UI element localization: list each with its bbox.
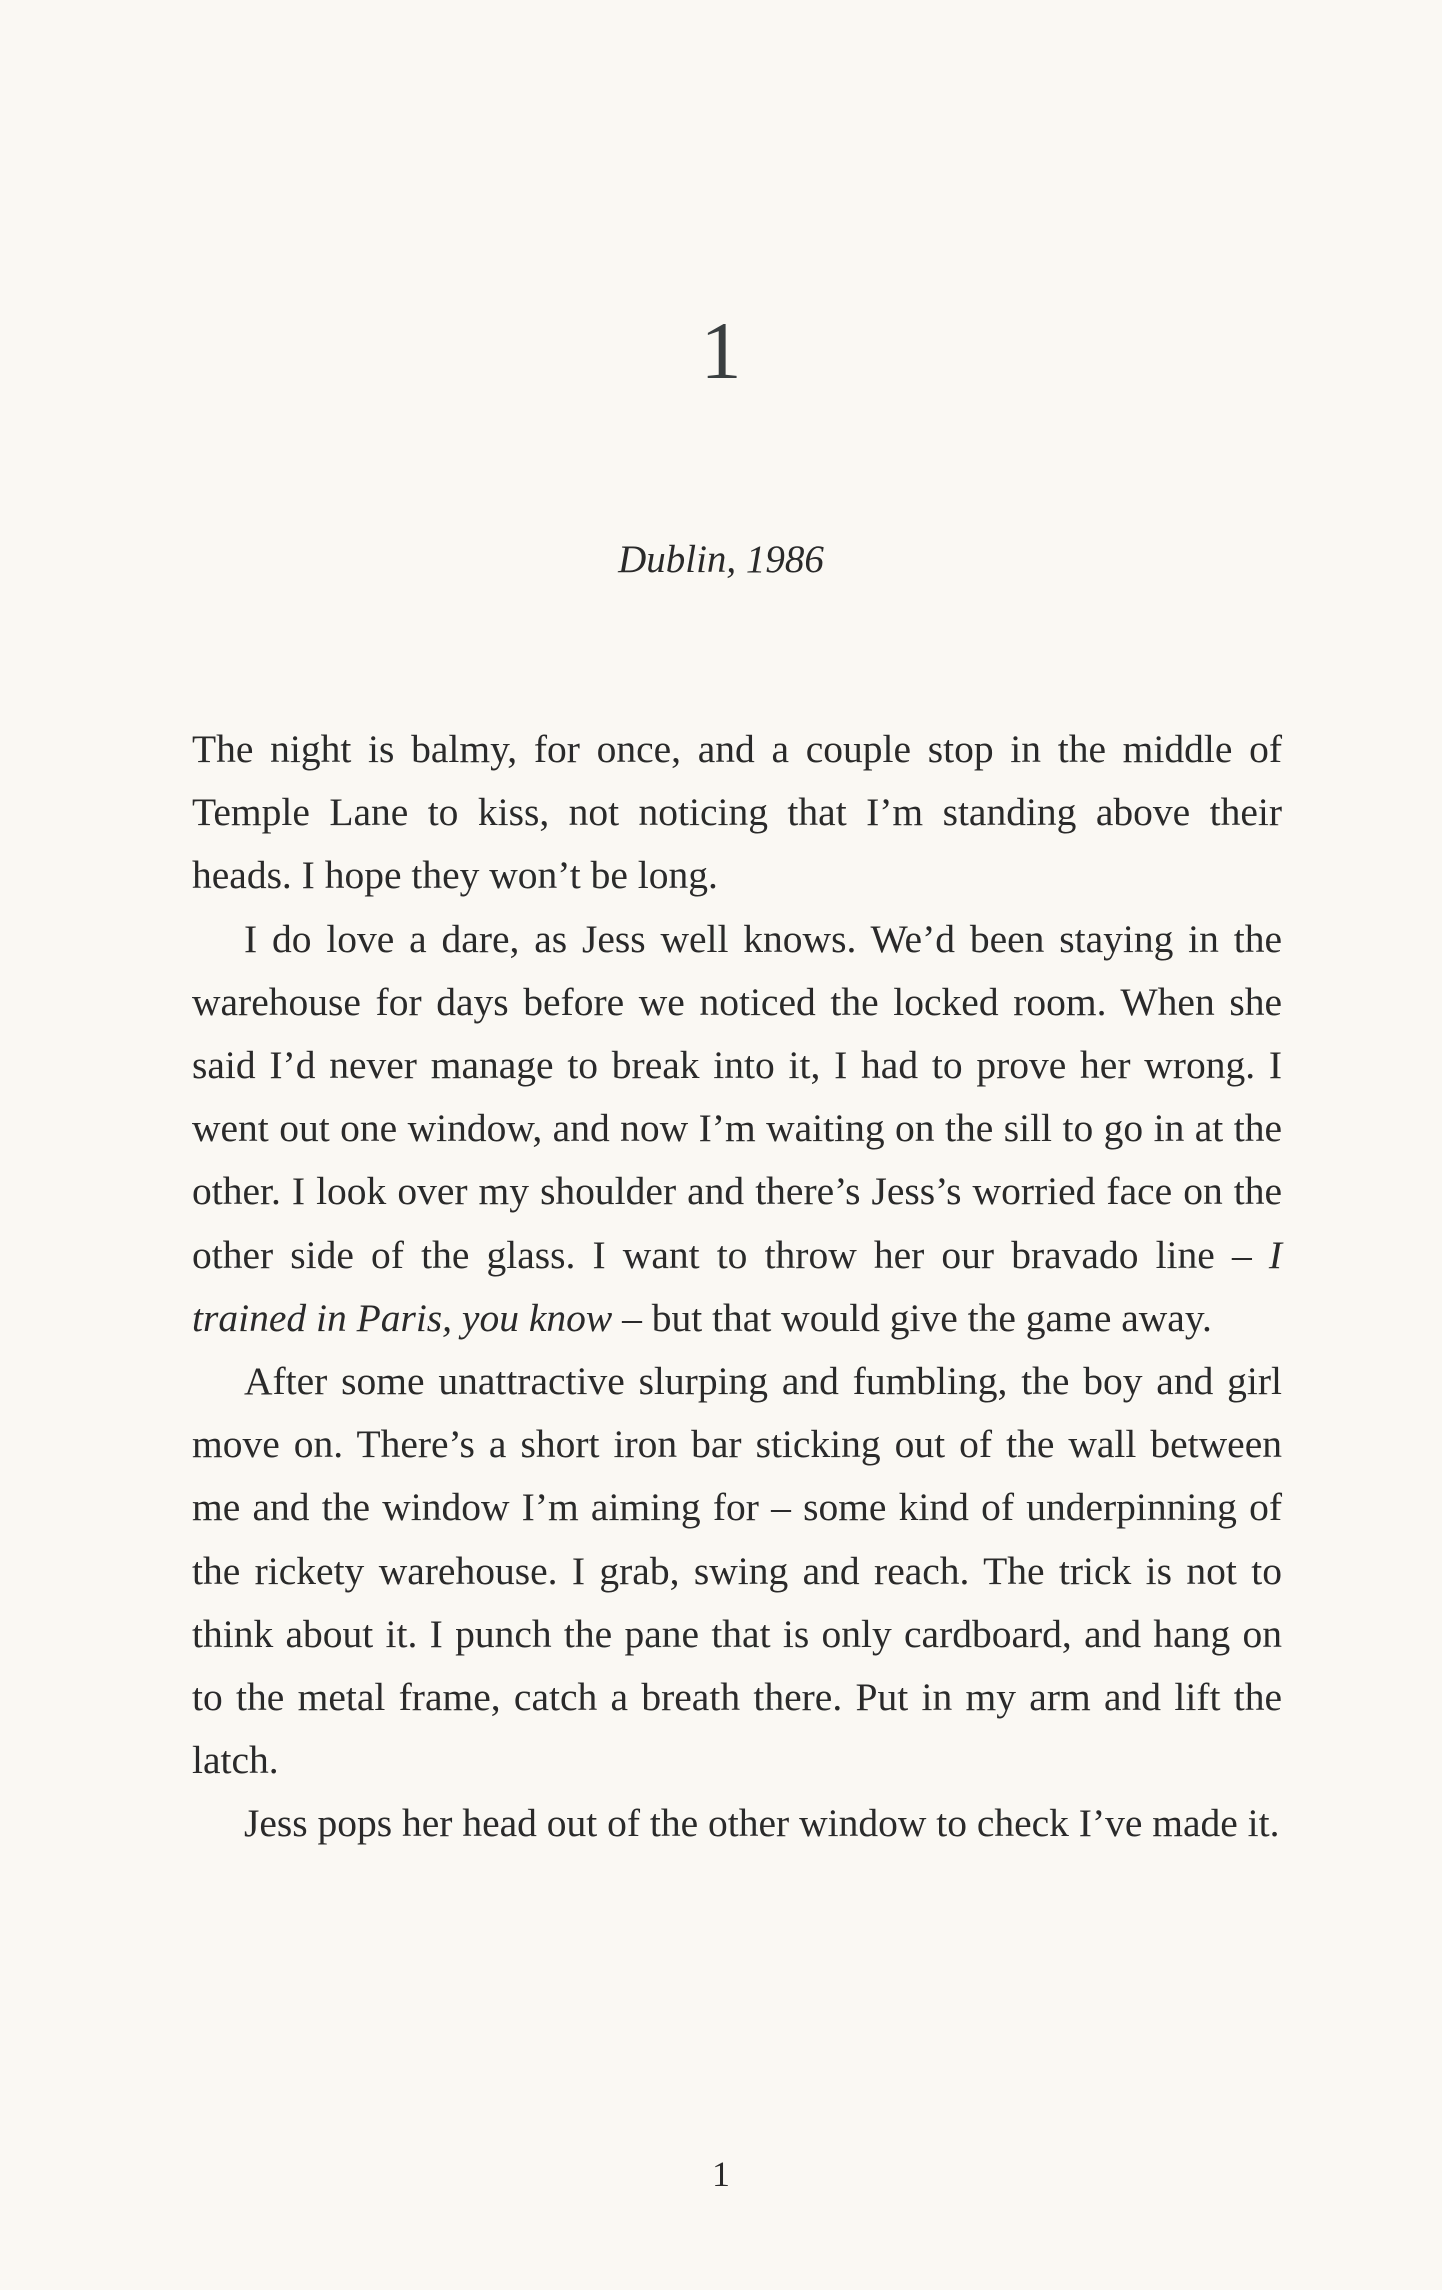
paragraph-2 [192,908,1282,1350]
body-text [192,718,1282,1856]
paragraph-2-italic: I trained in Paris, you know [192,1232,1282,1340]
paragraph-1: The night is balmy, for once, and a couple stop in the middle of Temple Lane to kiss, not noticing that I’m standing above their heads. I hope they won’t be long. [192,727,1282,898]
paragraph-2-text-after: – but that would give the game away. [612,1295,1212,1340]
paragraph-4: Jess pops her head out of the other window to check I’ve made it. [244,1801,1280,1846]
paragraph-2-text: I do love a dare, as Jess well knows. We’d been staying in the warehouse for days before we noticed the locked room. When she said I’d never manage to break into it, I had to prove her wrong. I went out one window, and now I’m waiting on the sill to go in at the other. I look over my shoulder and there’s Jess’s worried face on the other side of the glass. I want to throw her our bravado line – [192,916,1282,1277]
paragraph-3: After some unattractive slurping and fumbling, the boy and girl move on. There’s a short iron bar sticking out of the wall between me and the window I’m aiming for – some kind of underpinning of the rickety warehouse. I grab, swing and reach. The trick is not to think about it. I punch the pane that is only cardboard, and hang on to the metal frame, catch a breath there. Put in my arm and lift the latch. [192,1359,1282,1783]
page-number: 1 [712,2154,730,2194]
chapter-number: 1 [700,305,742,396]
chapter-place-date: Dublin, 1986 [618,538,824,581]
